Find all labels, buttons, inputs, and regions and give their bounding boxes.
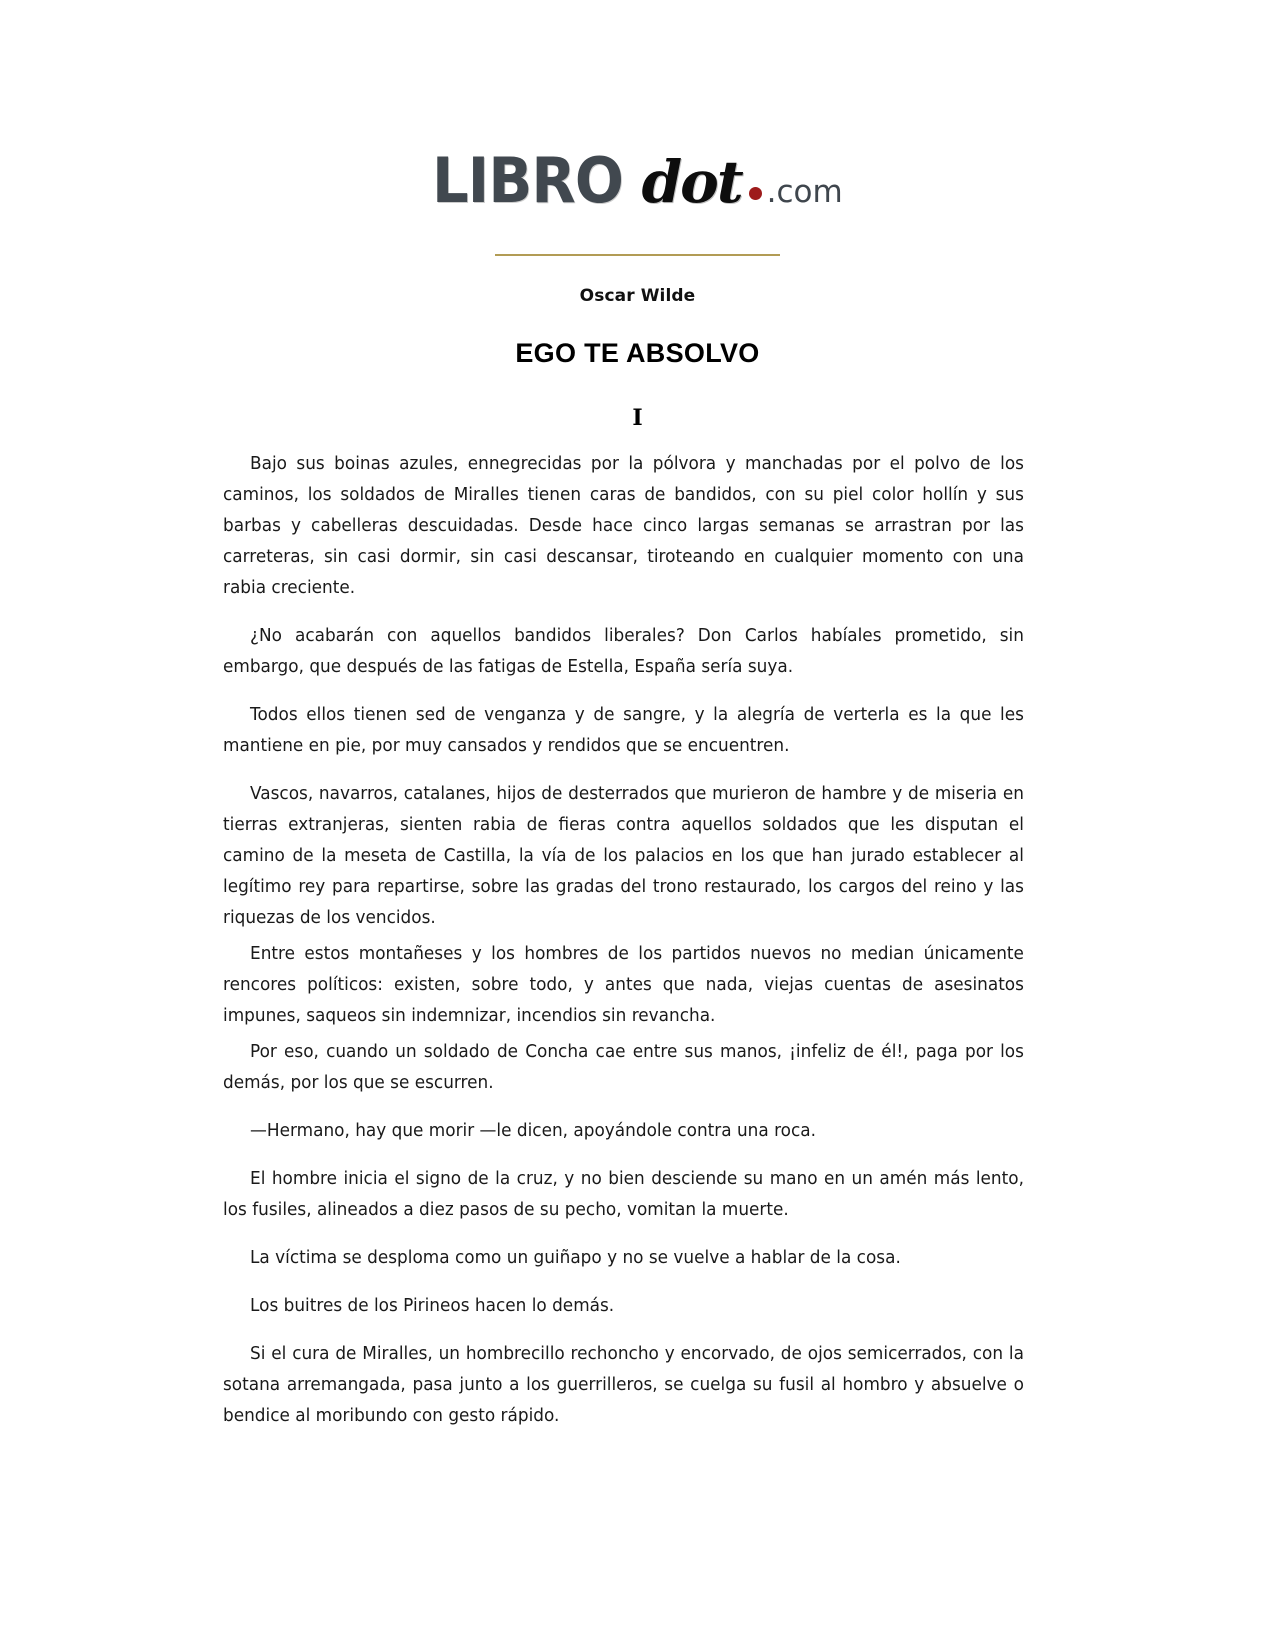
- logo-dot-script-text: dot: [641, 148, 742, 216]
- paragraph: El hombre inicia el signo de la cruz, y no bien desciende su mano en un amén más lento, los fusiles, alineados a diez pasos de su pecho, vomitan la muerte.: [222, 1169, 1024, 1220]
- section-number: I: [632, 405, 643, 431]
- page-title: EGO TE ABSOLVO: [515, 338, 760, 368]
- librodot-logo: [432, 144, 843, 236]
- masthead-divider: [495, 254, 780, 256]
- site-masthead: [0, 0, 1275, 256]
- logo-com-text: .com: [766, 174, 843, 210]
- body-content: [223, 431, 1053, 1432]
- author-name: Oscar Wilde: [579, 286, 696, 306]
- paragraph: Por eso, cuando un soldado de Concha cae entre sus manos, ¡infeliz de él!, paga por los demás, por los que se escurren.: [222, 1042, 1024, 1093]
- paragraph: La víctima se desploma como un guiñapo y no se vuelve a hablar de la cosa.: [249, 1248, 901, 1268]
- paragraph: Bajo sus boinas azules, ennegrecidas por la pólvora y manchadas por el polvo de los caminos, los soldados de Miralles tienen caras de bandidos, con su piel color hollín y sus barbas y cabelleras descuidadas. Desde hace cinco largas semanas se arrastran por las carreteras, sin casi dormir, sin casi descansar, tiroteando en cualquier momento con una rabia creciente.: [222, 454, 1024, 598]
- paragraph: Entre estos montañeses y los hombres de los partidos nuevos no median únicamente rencores políticos: existen, sobre todo, y antes que nada, viejas cuentas de asesinatos impunes, saqueos sin indemnizar, incendios sin revancha.: [222, 944, 1024, 1026]
- paragraph: Los buitres de los Pirineos hacen lo demás.: [249, 1296, 614, 1316]
- logo-libro-text: LIBRO: [432, 144, 624, 217]
- paragraph: Todos ellos tienen sed de venganza y de sangre, y la alegría de verterla es la que les mantiene en pie, por muy cansados y rendidos que se encuentren.: [222, 705, 1024, 756]
- paragraph: ¿No acabarán con aquellos bandidos liberales? Don Carlos habíales prometido, sin embargo, que después de las fatigas de Estella, España sería suya.: [222, 626, 1024, 677]
- red-dot-icon: [749, 187, 762, 200]
- paragraph: Vascos, navarros, catalanes, hijos de desterrados que murieron de hambre y de miseria en tierras extranjeras, sienten rabia de fieras contra aquellos soldados que les disputan el camino de la meseta de Castilla, la vía de los palacios en los que han jurado establecer al legítimo rey para repartirse, sobre las gradas del trono restaurado, los cargos del reino y las riquezas de los vencidos.: [222, 784, 1024, 928]
- paragraph: Si el cura de Miralles, un hombrecillo rechoncho y encorvado, de ojos semicerrados, con la sotana arremangada, pasa junto a los guerrilleros, se cuelga su fusil al hombro y absuelve o bendice al moribundo con gesto rápido.: [222, 1344, 1024, 1426]
- paragraph: —Hermano, hay que morir —le dicen, apoyándole contra una roca.: [249, 1121, 816, 1141]
